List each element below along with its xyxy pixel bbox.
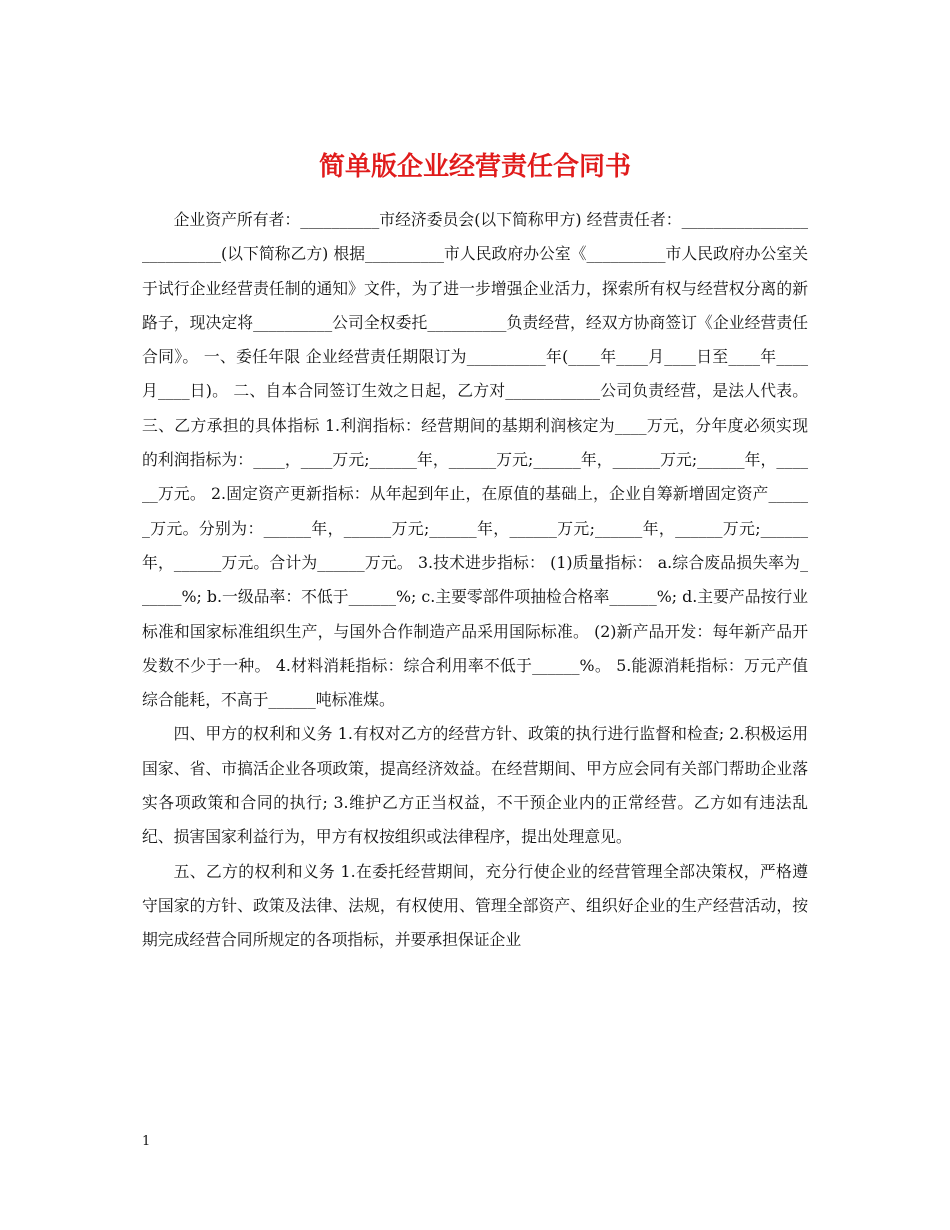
paragraph-article-5: 五、乙方的权利和义务 1.在委托经营期间，充分行使企业的经营管理全部决策权，严格遵守国家的方针、政策及法律、法规，有权使用、管理全部资产、组织好企业的生产经营活动，按期完成经营合同所规定的各项指标，并要承担保证企业 (142, 861, 808, 950)
page-number: 1 (142, 1134, 151, 1149)
document-title: 简单版企业经营责任合同书 (318, 152, 631, 183)
paragraph-article-4: 四、甲方的权利和义务 1.有权对乙方的经营方针、政策的执行进行监督和检查; 2.积极运用国家、省、市搞活企业各项政策，提高经济效益。在经营期间、甲方应会同有关部门帮助企业落实各项政策和合同的执行; 3.维护乙方正当权益，不干预企业内的正常经营。乙方如有违法乱纪、损害国家利益行为，甲方有权按组织或法律程序，提出处理意见。 (142, 724, 808, 847)
paragraph-intro-and-articles-1-3: 企业资产所有者：__________市经济委员会(以下简称甲方) 经营责任者：__________________________(以下简称乙方) 根据__________市人民政府办公室《__________市人民政府办公室关于试行企业经营责任制的通知》文件，为了进一步增强企业活力，探索所有权与经营权分离的新路子，现决定将__________公司全权委托__________负责经营，经双方协商签订《企业经营责任合同》。 一、委任年限 企业经营责任期限订为__________年(____年____月____日至____年____月____日)。 二、自本合同签订生效之日起，乙方对____________公司负责经营，是法人代表。 三、乙方承担的具体指标 1.利润指标：经营期间的基期利润核定为____万元，分年度必须实现的利润指标为：____，____万元;______年，______万元;______年，______万元;______年，______万元。 2.固定资产更新指标：从年起到年止，在原值的基础上，企业自筹新增固定资产______万元。分别为：______年，______万元;______年，______万元;______年，______万元;______年，______万元。合计为______万元。 3.技术进步指标： (1)质量指标： a.综合废品损失率为______%; b.一级品率：不低于______%; c.主要零部件项抽检合格率______%; d.主要产品按行业标准和国家标准组织生产，与国外合作制造产品采用国际标准。 (2)新产品开发：每年新产品开发数不少于一种。 4.材料消耗指标：综合利用率不低于______%。 5.能源消耗指标：万元产值综合能耗，不高于______吨标准煤。 (142, 210, 808, 710)
document-body (142, 203, 808, 958)
